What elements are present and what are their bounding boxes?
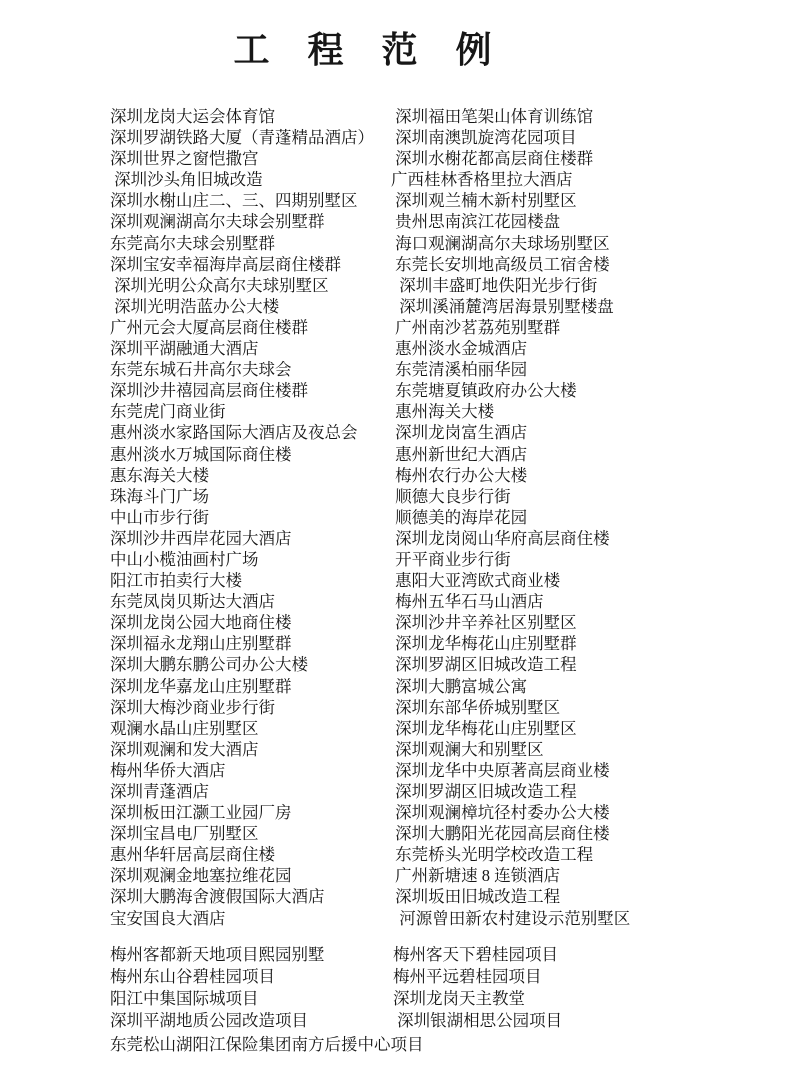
project-name-left: 东莞虎门商业街 xyxy=(110,402,226,422)
project-name-right: 深圳龙华梅花山庄别墅区 xyxy=(391,718,577,738)
project-row xyxy=(110,190,780,211)
project-row xyxy=(110,865,780,886)
project-name-left: 深圳宝安幸福海岸高层商住楼群 xyxy=(110,254,341,274)
project-name-right: 深圳龙华中央原著高层商业楼 xyxy=(391,760,610,780)
project-row xyxy=(110,338,780,359)
project-name-left: 深圳大鹏东鹏公司办公大楼 xyxy=(110,655,308,675)
project-row xyxy=(110,233,780,254)
project-name-right: 惠州淡水金城酒店 xyxy=(391,339,528,359)
project-name-right: 深圳丰盛町地佚阳光步行街 xyxy=(391,275,598,295)
footer-project-line: 东莞松山湖阳江保险集团南方后援中心项目 xyxy=(110,1035,424,1054)
project-name-right: 梅州客天下碧桂园项目 xyxy=(393,945,558,964)
project-row xyxy=(110,422,780,443)
project-name-right: 深圳溪涌麓湾居海景别墅楼盘 xyxy=(391,296,614,316)
project-name-right: 广州南沙茗荔苑别墅群 xyxy=(391,317,561,337)
project-list-main xyxy=(110,106,780,929)
project-row xyxy=(110,718,780,739)
project-name-right: 深圳龙岗天主教堂 xyxy=(393,989,525,1008)
project-name-left: 东莞凤岗贝斯达大酒店 xyxy=(110,592,275,612)
project-name-left: 阳江市拍卖行大楼 xyxy=(110,571,242,591)
project-name-left: 深圳沙井禧园高层商住楼群 xyxy=(110,381,308,401)
project-name-left: 深圳大鹏海舍渡假国际大酒店 xyxy=(110,887,325,907)
project-row xyxy=(110,612,780,633)
project-name-right: 东莞长安圳地高级员工宿舍楼 xyxy=(391,254,610,274)
project-row xyxy=(110,169,780,190)
project-row xyxy=(110,359,780,380)
project-row xyxy=(110,549,780,570)
project-row xyxy=(110,676,780,697)
project-name-left: 中山市步行街 xyxy=(110,507,209,527)
project-row xyxy=(110,654,780,675)
project-name-right: 深圳罗湖区旧城改造工程 xyxy=(391,655,577,675)
project-row xyxy=(110,296,780,317)
project-row xyxy=(110,1010,780,1032)
project-name-left: 深圳宝昌电厂别墅区 xyxy=(110,824,259,844)
project-name-right: 深圳东部华侨城别墅区 xyxy=(391,697,561,717)
project-name-right: 惠州海关大楼 xyxy=(391,402,495,422)
project-name-left: 深圳世界之窗恺撒宫 xyxy=(110,149,259,169)
project-list-bottom xyxy=(110,944,780,1032)
project-name-right: 惠阳大亚湾欧式商业楼 xyxy=(391,571,561,591)
project-row xyxy=(110,528,780,549)
project-name-right: 河源曾田新农村建设示范别墅区 xyxy=(391,908,631,928)
project-row xyxy=(110,106,780,127)
project-row xyxy=(110,908,780,929)
project-row xyxy=(110,633,780,654)
project-row xyxy=(110,781,780,802)
project-name-left: 珠海斗门广场 xyxy=(110,486,209,506)
project-name-left: 惠州淡水家路国际大酒店及夜总会 xyxy=(110,423,358,443)
project-name-left: 深圳龙华嘉龙山庄别墅群 xyxy=(110,676,292,696)
project-name-right: 深圳龙岗阅山华府高层商住楼 xyxy=(391,528,610,548)
project-name-right: 东莞桥头光明学校改造工程 xyxy=(391,845,594,865)
project-row xyxy=(110,444,780,465)
project-name-left: 深圳罗湖铁路大厦（青蓬精品酒店） xyxy=(110,128,374,148)
project-name-left: 深圳观澜和发大酒店 xyxy=(110,739,259,759)
project-name-left: 深圳水榭山庄二、三、四期别墅区 xyxy=(110,191,358,211)
project-name-right: 深圳大鹏富城公寓 xyxy=(391,676,528,696)
project-name-right: 惠州新世纪大酒店 xyxy=(391,444,528,464)
project-row xyxy=(110,570,780,591)
project-row xyxy=(110,401,780,422)
project-name-left: 深圳平湖融通大酒店 xyxy=(110,339,259,359)
project-row xyxy=(110,465,780,486)
project-name-right: 广西桂林香格里拉大酒店 xyxy=(391,170,573,190)
project-name-right: 深圳大鹏阳光花园高层商住楼 xyxy=(391,824,610,844)
project-name-right: 广州新塘速 8 连锁酒店 xyxy=(391,866,561,886)
project-name-left: 深圳沙井西岸花园大酒店 xyxy=(110,528,292,548)
project-name-left: 广州元会大厦高层商住楼群 xyxy=(110,317,308,337)
project-name-right: 深圳福田笔架山体育训练馆 xyxy=(391,107,594,126)
project-name-right: 深圳龙华梅花山庄别墅群 xyxy=(391,634,577,654)
project-name-left: 惠州华轩居高层商住楼 xyxy=(110,845,275,865)
project-row xyxy=(110,317,780,338)
project-row xyxy=(110,844,780,865)
project-name-left: 深圳沙头角旧城改造 xyxy=(110,170,263,190)
project-row xyxy=(110,739,780,760)
project-row xyxy=(110,966,780,988)
project-name-left: 东莞高尔夫球会别墅群 xyxy=(110,233,275,253)
project-name-left: 中山小榄油画村广场 xyxy=(110,549,259,569)
project-name-left: 深圳板田江灏工业园厂房 xyxy=(110,803,292,823)
project-name-left: 梅州东山谷碧桂园项目 xyxy=(110,967,275,986)
page-title: 工 程 范 例 xyxy=(233,30,493,70)
project-name-right: 顺德大良步行街 xyxy=(391,486,511,506)
project-name-left: 深圳平湖地质公园改造项目 xyxy=(110,1011,308,1030)
project-name-right: 深圳南澳凯旋湾花园项目 xyxy=(391,128,577,148)
project-name-right: 东莞清溪柏丽华园 xyxy=(391,360,528,380)
project-row xyxy=(110,886,780,907)
project-name-right: 梅州五华石马山酒店 xyxy=(391,592,544,612)
project-name-right: 顺德美的海岸花园 xyxy=(391,507,528,527)
project-name-right: 梅州平远碧桂园项目 xyxy=(393,967,542,986)
project-row xyxy=(110,988,780,1010)
project-row xyxy=(110,591,780,612)
project-name-right: 深圳水榭花都高层商住楼群 xyxy=(391,149,594,169)
project-name-left: 深圳光明浩蓝办公大楼 xyxy=(110,296,280,316)
project-name-right: 深圳沙井辛养社区别墅区 xyxy=(391,613,577,633)
project-name-right: 深圳罗湖区旧城改造工程 xyxy=(391,782,577,801)
project-name-right: 深圳观澜樟坑径村委办公大楼 xyxy=(391,803,610,823)
project-row xyxy=(110,507,780,528)
project-name-left: 深圳观澜金地塞拉维花园 xyxy=(110,866,292,886)
project-name-right: 开平商业步行街 xyxy=(391,549,511,569)
project-name-left: 深圳福永龙翔山庄别墅群 xyxy=(110,634,292,654)
project-name-left: 宝安国良大酒店 xyxy=(110,908,226,928)
project-name-left: 深圳龙岗公园大地商住楼 xyxy=(110,613,292,633)
project-row xyxy=(110,254,780,275)
project-row xyxy=(110,823,780,844)
project-row xyxy=(110,760,780,781)
project-name-left: 深圳观澜湖高尔夫球会别墅群 xyxy=(110,212,325,232)
project-name-left: 梅州客都新天地项目熙园别墅 xyxy=(110,945,325,964)
project-name-right: 深圳观兰楠木新村别墅区 xyxy=(391,191,577,211)
project-row xyxy=(110,380,780,401)
project-name-left: 梅州华侨大酒店 xyxy=(110,760,226,780)
project-row xyxy=(110,148,780,169)
project-name-right: 梅州农行办公大楼 xyxy=(391,465,528,485)
project-name-left: 深圳龙岗大运会体育馆 xyxy=(110,107,275,126)
project-name-left: 阳江中集国际城项目 xyxy=(110,989,259,1008)
project-row xyxy=(110,802,780,823)
project-name-right: 深圳坂田旧城改造工程 xyxy=(391,887,561,907)
project-name-left: 惠东海关大楼 xyxy=(110,465,209,485)
project-name-right: 东莞塘夏镇政府办公大楼 xyxy=(391,381,577,401)
project-name-left: 惠州淡水万城国际商住楼 xyxy=(110,444,292,464)
project-name-right: 深圳观澜大和别墅区 xyxy=(391,739,544,759)
project-name-left: 观澜水晶山庄别墅区 xyxy=(110,718,259,738)
project-row xyxy=(110,944,780,966)
project-row xyxy=(110,211,780,232)
project-name-left: 深圳大梅沙商业步行街 xyxy=(110,697,275,717)
project-row xyxy=(110,275,780,296)
project-row xyxy=(110,486,780,507)
project-name-left: 深圳青蓬酒店 xyxy=(110,782,209,801)
project-name-right: 深圳银湖相思公园项目 xyxy=(393,1011,563,1030)
project-name-right: 贵州思南滨江花园楼盘 xyxy=(391,212,561,232)
project-name-left: 东莞东城石井高尔夫球会 xyxy=(110,360,292,380)
project-name-right: 海口观澜湖高尔夫球场别墅区 xyxy=(391,233,610,253)
project-name-left: 深圳光明公众高尔夫球别墅区 xyxy=(110,275,329,295)
project-row xyxy=(110,127,780,148)
project-row xyxy=(110,697,780,718)
project-name-right: 深圳龙岗富生酒店 xyxy=(391,423,528,443)
